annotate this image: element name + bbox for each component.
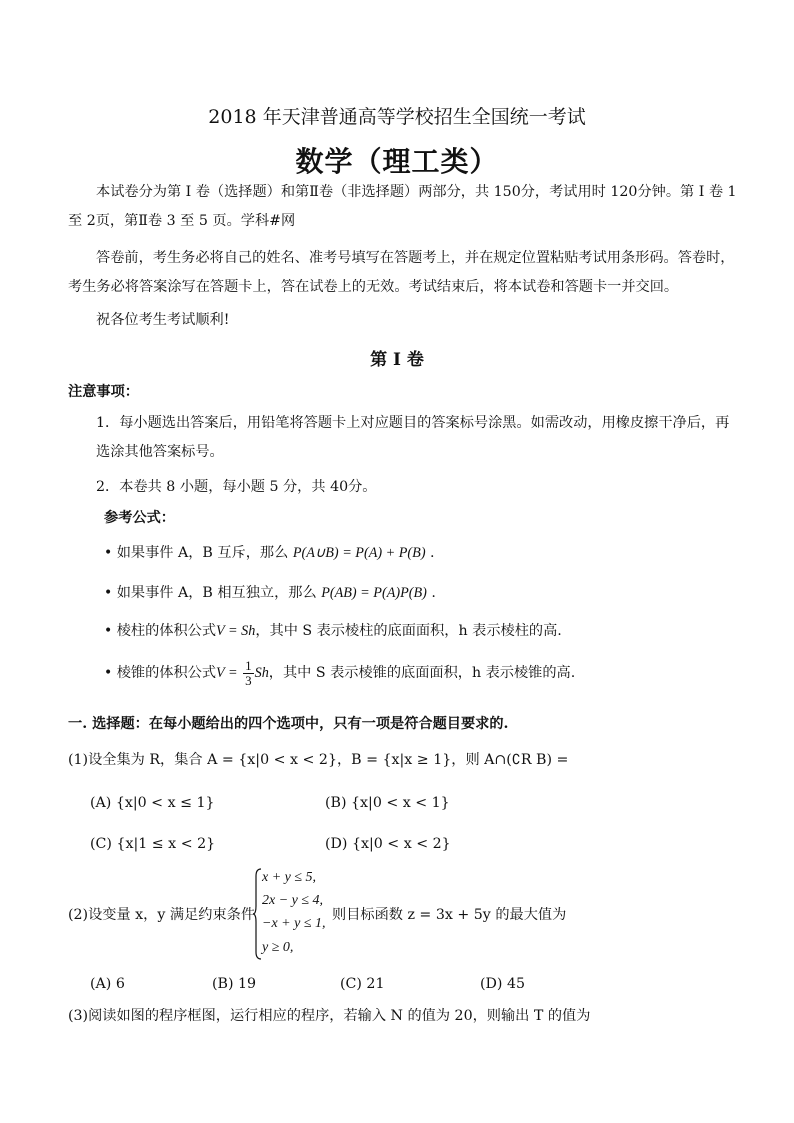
bullet-dot: • bbox=[104, 665, 117, 681]
part1-heading: 一. 选择题：在每小题给出的四个选项中，只有一项是符合题目要求的. bbox=[68, 716, 509, 732]
q1-option-c: (C) {x|1 ≤ x < 2} bbox=[90, 836, 216, 852]
intro-line-2: 至 2页，第Ⅱ卷 3 至 5 页。学科#网 bbox=[68, 213, 296, 229]
formula-2-text: 如果事件 A，B 相互独立，那么 bbox=[116, 585, 317, 601]
formula-4 bbox=[104, 656, 575, 690]
exam-subject-title: 数学（理工类） bbox=[295, 145, 499, 178]
q2-stem-pre: (2)设变量 x，y 满足约束条件 bbox=[68, 907, 256, 923]
notice-1b: 选涂其他答案标号。 bbox=[96, 444, 224, 460]
q2-option-d: (D) 45 bbox=[480, 976, 526, 992]
constraint-brace bbox=[252, 868, 262, 960]
intro-line-4: 考生务必将答案涂写在答题卡上，答在试卷上的无效。考试结束后，将本试卷和答题卡一并交回。 bbox=[68, 279, 679, 295]
notice-2: 2．本卷共 8 小题，每小题 5 分，共 40分。 bbox=[96, 479, 377, 495]
formula-3 bbox=[104, 621, 562, 641]
q2-constraint-4: y ≥ 0, bbox=[262, 940, 294, 955]
notice-1a: 1．每小题选出答案后，用铅笔将答题卡上对应题目的答案标号涂黑。如需改动，用橡皮擦干净后，再 bbox=[96, 415, 730, 431]
section-title: 第 I 卷 bbox=[370, 350, 424, 370]
q2-stem-post: 则目标函数 z = 3x + 5y 的最大值为 bbox=[332, 907, 567, 923]
q1-option-b: (B) {x|0 < x < 1} bbox=[325, 795, 450, 811]
q1-stem: (1)设全集为 R，集合 A = {x|0 < x < 2}，B = {x|x ≥ 1}，则 A∩(∁R B) = bbox=[68, 752, 569, 768]
fraction-numerator: 1 bbox=[245, 657, 252, 673]
q1-option-a: (A) {x|0 < x ≤ 1} bbox=[90, 795, 215, 811]
formula-2-math: P(AB) = P(A)P(B) bbox=[321, 585, 427, 601]
intro-line-1: 本试卷分为第 I 卷（选择题）和第Ⅱ卷（非选择题）两部分，共 150分，考试用时 120分钟。第 I 卷 1 bbox=[96, 184, 737, 200]
q2-constraint-2: 2x − y ≤ 4, bbox=[262, 893, 324, 908]
bullet-dot: • bbox=[104, 585, 117, 601]
q2-constraint-1: x + y ≤ 5, bbox=[262, 870, 317, 885]
formula-4-rhs: Sh bbox=[254, 665, 269, 681]
formula-1: • 如果事件 A，B 互斥，那么 P(A∪B) = P(A) + P(B) . bbox=[104, 545, 435, 561]
q2-constraint-3: −x + y ≤ 1, bbox=[262, 916, 326, 931]
bullet-dot: • bbox=[104, 623, 117, 639]
formula-2: • 如果事件 A，B 相互独立，那么 P(AB) = P(A)P(B) . bbox=[104, 585, 436, 601]
formula-3-rest: ，其中 S 表示棱柱的底面面积，h 表示棱柱的高. bbox=[255, 623, 562, 639]
formula-4-rest: ，其中 S 表示棱锥的底面面积，h 表示棱锥的高. bbox=[268, 665, 576, 681]
formula-3-text: 棱柱的体积公式 bbox=[116, 623, 217, 639]
intro-line-5: 祝各位考生考试顺利! bbox=[96, 312, 230, 328]
q3-stem: (3)阅读如图的程序框图，运行相应的程序，若输入 N 的值为 20，则输出 T 的值为 bbox=[68, 1008, 591, 1024]
formula-1-text: 如果事件 A，B 互斥，那么 bbox=[116, 545, 289, 561]
formula-4-lhs: V = bbox=[216, 665, 238, 681]
q2-option-b: (B) 19 bbox=[212, 976, 257, 992]
formula-heading: 参考公式： bbox=[104, 510, 175, 526]
fraction-denominator: 3 bbox=[245, 672, 252, 688]
notice-heading: 注意事项： bbox=[68, 384, 139, 400]
q1-option-d: (D) {x|0 < x < 2} bbox=[325, 836, 451, 852]
bullet-dot: • bbox=[104, 545, 117, 561]
formula-4-fraction bbox=[243, 659, 254, 688]
formula-3-math: V = Sh bbox=[216, 623, 256, 639]
exam-title: 2018 年天津普通高等学校招生全国统一考试 bbox=[208, 106, 586, 128]
intro-line-3: 答卷前，考生务必将自己的姓名、准考号填写在答题考上，并在规定位置粘贴考试用条形码。答卷时， bbox=[96, 250, 735, 266]
q2-option-c: (C) 21 bbox=[340, 976, 385, 992]
formula-4-text: 棱锥的体积公式 bbox=[116, 665, 217, 681]
formula-1-math: P(A∪B) = P(A) + P(B) bbox=[292, 545, 426, 561]
q2-option-a: (A) 6 bbox=[90, 976, 125, 992]
